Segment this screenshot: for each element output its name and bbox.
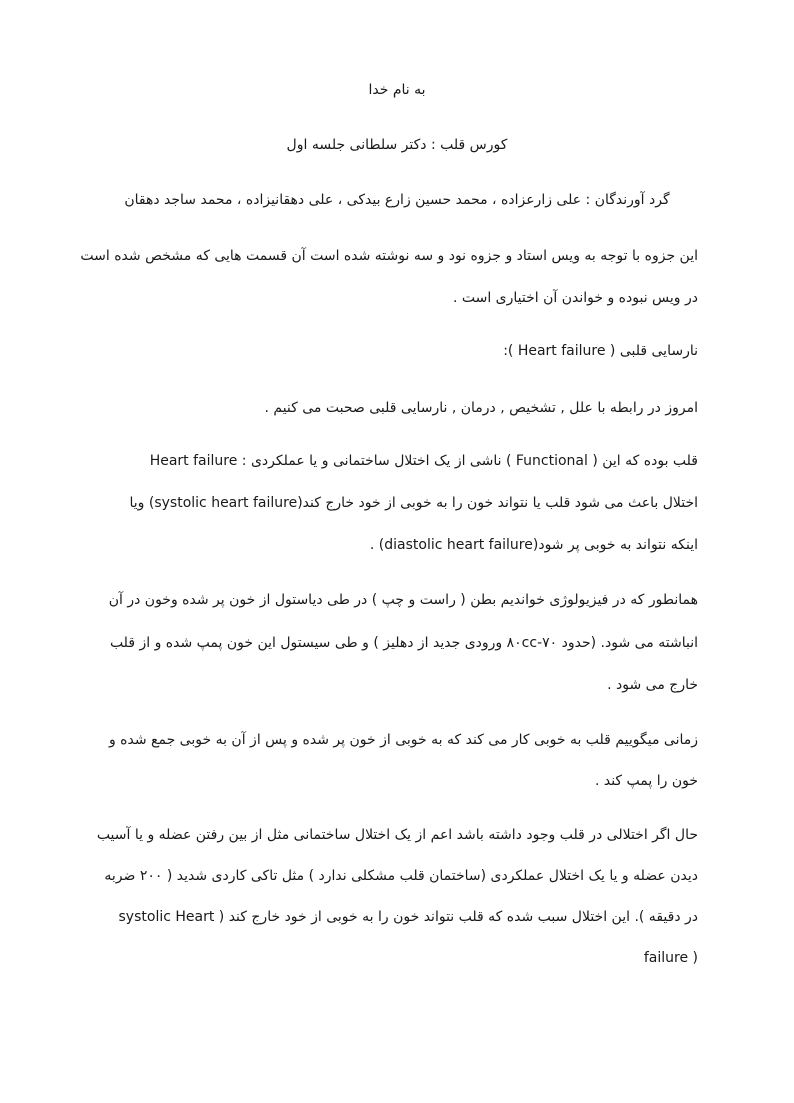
paragraph-line: Heart failure : ناشی از یک اختلال ساختمانی و یا عملکردی ( Functional ) قلب بوده که این [149, 453, 698, 469]
paragraph-line: در دقیقه ). این اختلال سبب شده که قلب نتواند خون را به خوبی از خود خارج کند ( systolic Heart [118, 909, 698, 925]
paragraph-line: این جزوه با توجه به ویس استاد و جزوه نود و سه نوشته شده است آن قسمت هایی که مشخص شده است [80, 248, 698, 264]
paragraph-line: دیدن عضله و یا یک اختلال عملکردی (ساختمان قلب مشکلی ندارد ) مثل تاکی کاردی شدید ( ۲۰۰ ضربه [104, 868, 698, 884]
basmala-heading: به نام خدا [368, 82, 426, 98]
course-title: کورس قلب : دکتر سلطانی جلسه اول [286, 137, 508, 153]
paragraph-line: اینکه نتواند به خوبی پر شود(diastolic heart failure) . [369, 537, 698, 553]
paragraph-line: اختلال باعث می شود قلب یا نتواند خون را به خوبی از خود خارج کند(systolic heart failure) ویا [129, 495, 698, 511]
paragraph-line: زمانی میگوییم قلب به خوبی کار می کند که به خوبی از خون پر شده و پس از آن به خوبی جمع شده و [108, 732, 698, 748]
section-heading: نارسایی قلبی ( Heart failure ): [503, 343, 698, 359]
authors-line: گرد آورندگان : علی زارعزاده ، محمد حسین زارع بیدکی ، علی دهقانیزاده ، محمد ساجد دهقان [124, 192, 670, 208]
paragraph-line: در ویس نبوده و خواندن آن اختیاری است . [452, 290, 698, 306]
paragraph-line: خون را پمپ کند . [594, 773, 698, 789]
paragraph-line: حال اگر اختلالی در قلب وجود داشته باشد اعم از یک اختلال ساختمانی مثل از بین رفتن عضله و یا آسیب [96, 827, 698, 843]
paragraph-line: امروز در رابطه با علل , تشخیص , درمان , نارسایی قلبی صحبت می کنیم . [264, 400, 698, 416]
paragraph-line: failure ) [643, 950, 698, 966]
paragraph-line: انباشته می شود. (حدود ۷۰-۸۰cc ورودی جدید از دهلیز ) و طی سیستول این خون پمپ شده و از قلب [109, 635, 698, 651]
paragraph-line: خارج می شود . [607, 677, 698, 693]
paragraph-line: همانطور که در فیزیولوژی خواندیم بطن ( راست و چپ ) در طی دیاستول از خون پر شده وخون در آن [108, 592, 698, 608]
